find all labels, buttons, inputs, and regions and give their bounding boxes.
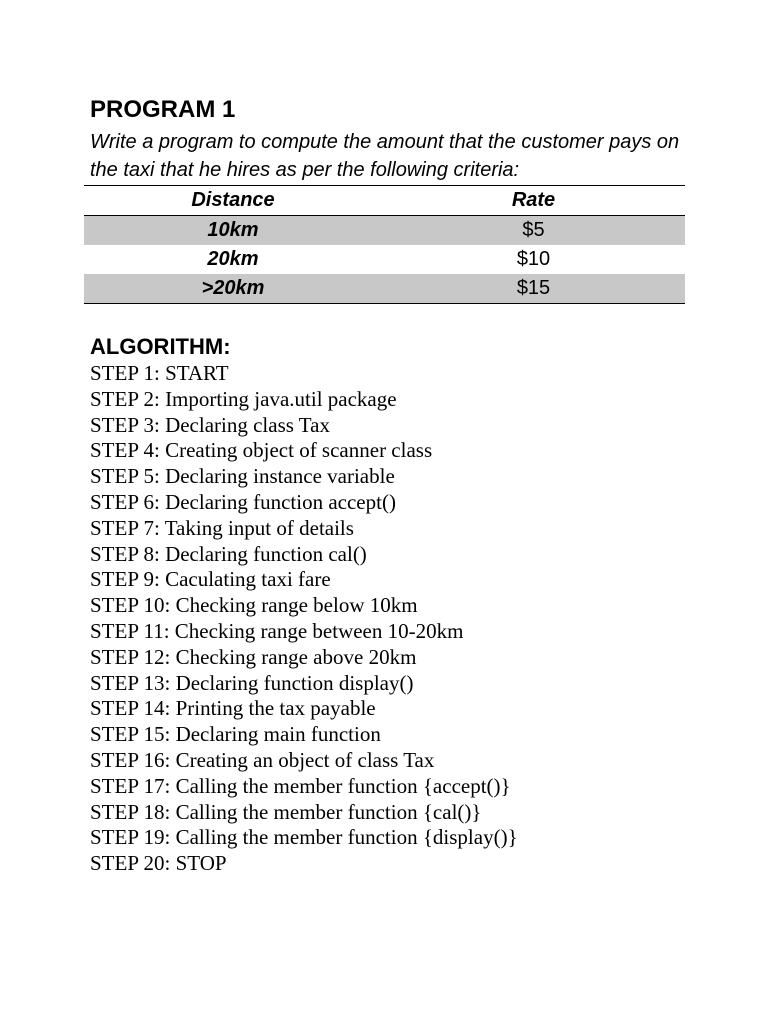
rate-cell: $10 — [516, 248, 551, 270]
algorithm-step: STEP 6: Declaring function accept() — [90, 489, 396, 514]
algorithm-step: STEP 2: Importing java.util package — [90, 386, 397, 411]
algorithm-step: STEP 9: Caculating taxi fare — [90, 567, 331, 592]
algorithm-step: STEP 13: Declaring function display() — [90, 670, 414, 695]
algorithm-step: STEP 20: STOP — [90, 851, 227, 876]
algorithm-step: STEP 19: Calling the member function {display()} — [90, 825, 518, 850]
algorithm-step: STEP 16: Creating an object of class Tax — [90, 747, 435, 772]
algorithm-step: STEP 14: Printing the tax payable — [90, 696, 376, 721]
program-description: Write a program to compute the amount that the customer pays on the taxi that he hires as per the following criteria: — [90, 131, 680, 181]
algorithm-step: STEP 3: Declaring class Tax — [90, 412, 330, 437]
algorithm-heading: ALGORITHM: — [90, 334, 231, 359]
algorithm-step: STEP 1: START — [90, 361, 229, 385]
algorithm-steps-list — [90, 361, 518, 877]
algorithm-step: STEP 18: Calling the member function {cal()} — [90, 799, 482, 824]
rate-cell: $15 — [382, 274, 685, 304]
algorithm-step: STEP 5: Declaring instance variable — [90, 464, 395, 489]
table-row — [84, 274, 685, 304]
distance-cell: 10km — [84, 216, 382, 246]
rate-cell: $5 — [382, 216, 685, 246]
algorithm-step: STEP 15: Declaring main function — [90, 722, 381, 747]
distance-column-header: Distance — [191, 189, 275, 211]
algorithm-step: STEP 12: Checking range above 20km — [90, 644, 417, 669]
rate-column-header: Rate — [511, 189, 556, 211]
algorithm-step: STEP 17: Calling the member function {accept()} — [90, 773, 511, 798]
table-row — [84, 216, 685, 246]
table-row — [84, 245, 685, 274]
rate-table-header-row — [84, 186, 685, 216]
algorithm-step: STEP 8: Declaring function cal() — [90, 541, 367, 566]
algorithm-step: STEP 11: Checking range between 10-20km — [90, 618, 464, 643]
algorithm-step: STEP 7: Taking input of details — [90, 515, 354, 540]
program-title: PROGRAM 1 — [90, 96, 236, 123]
rate-table — [84, 185, 685, 304]
algorithm-step: STEP 10: Checking range below 10km — [90, 593, 418, 618]
algorithm-step: STEP 4: Creating object of scanner class — [90, 438, 433, 463]
distance-cell: 20km — [207, 248, 259, 270]
distance-cell: >20km — [84, 274, 382, 304]
